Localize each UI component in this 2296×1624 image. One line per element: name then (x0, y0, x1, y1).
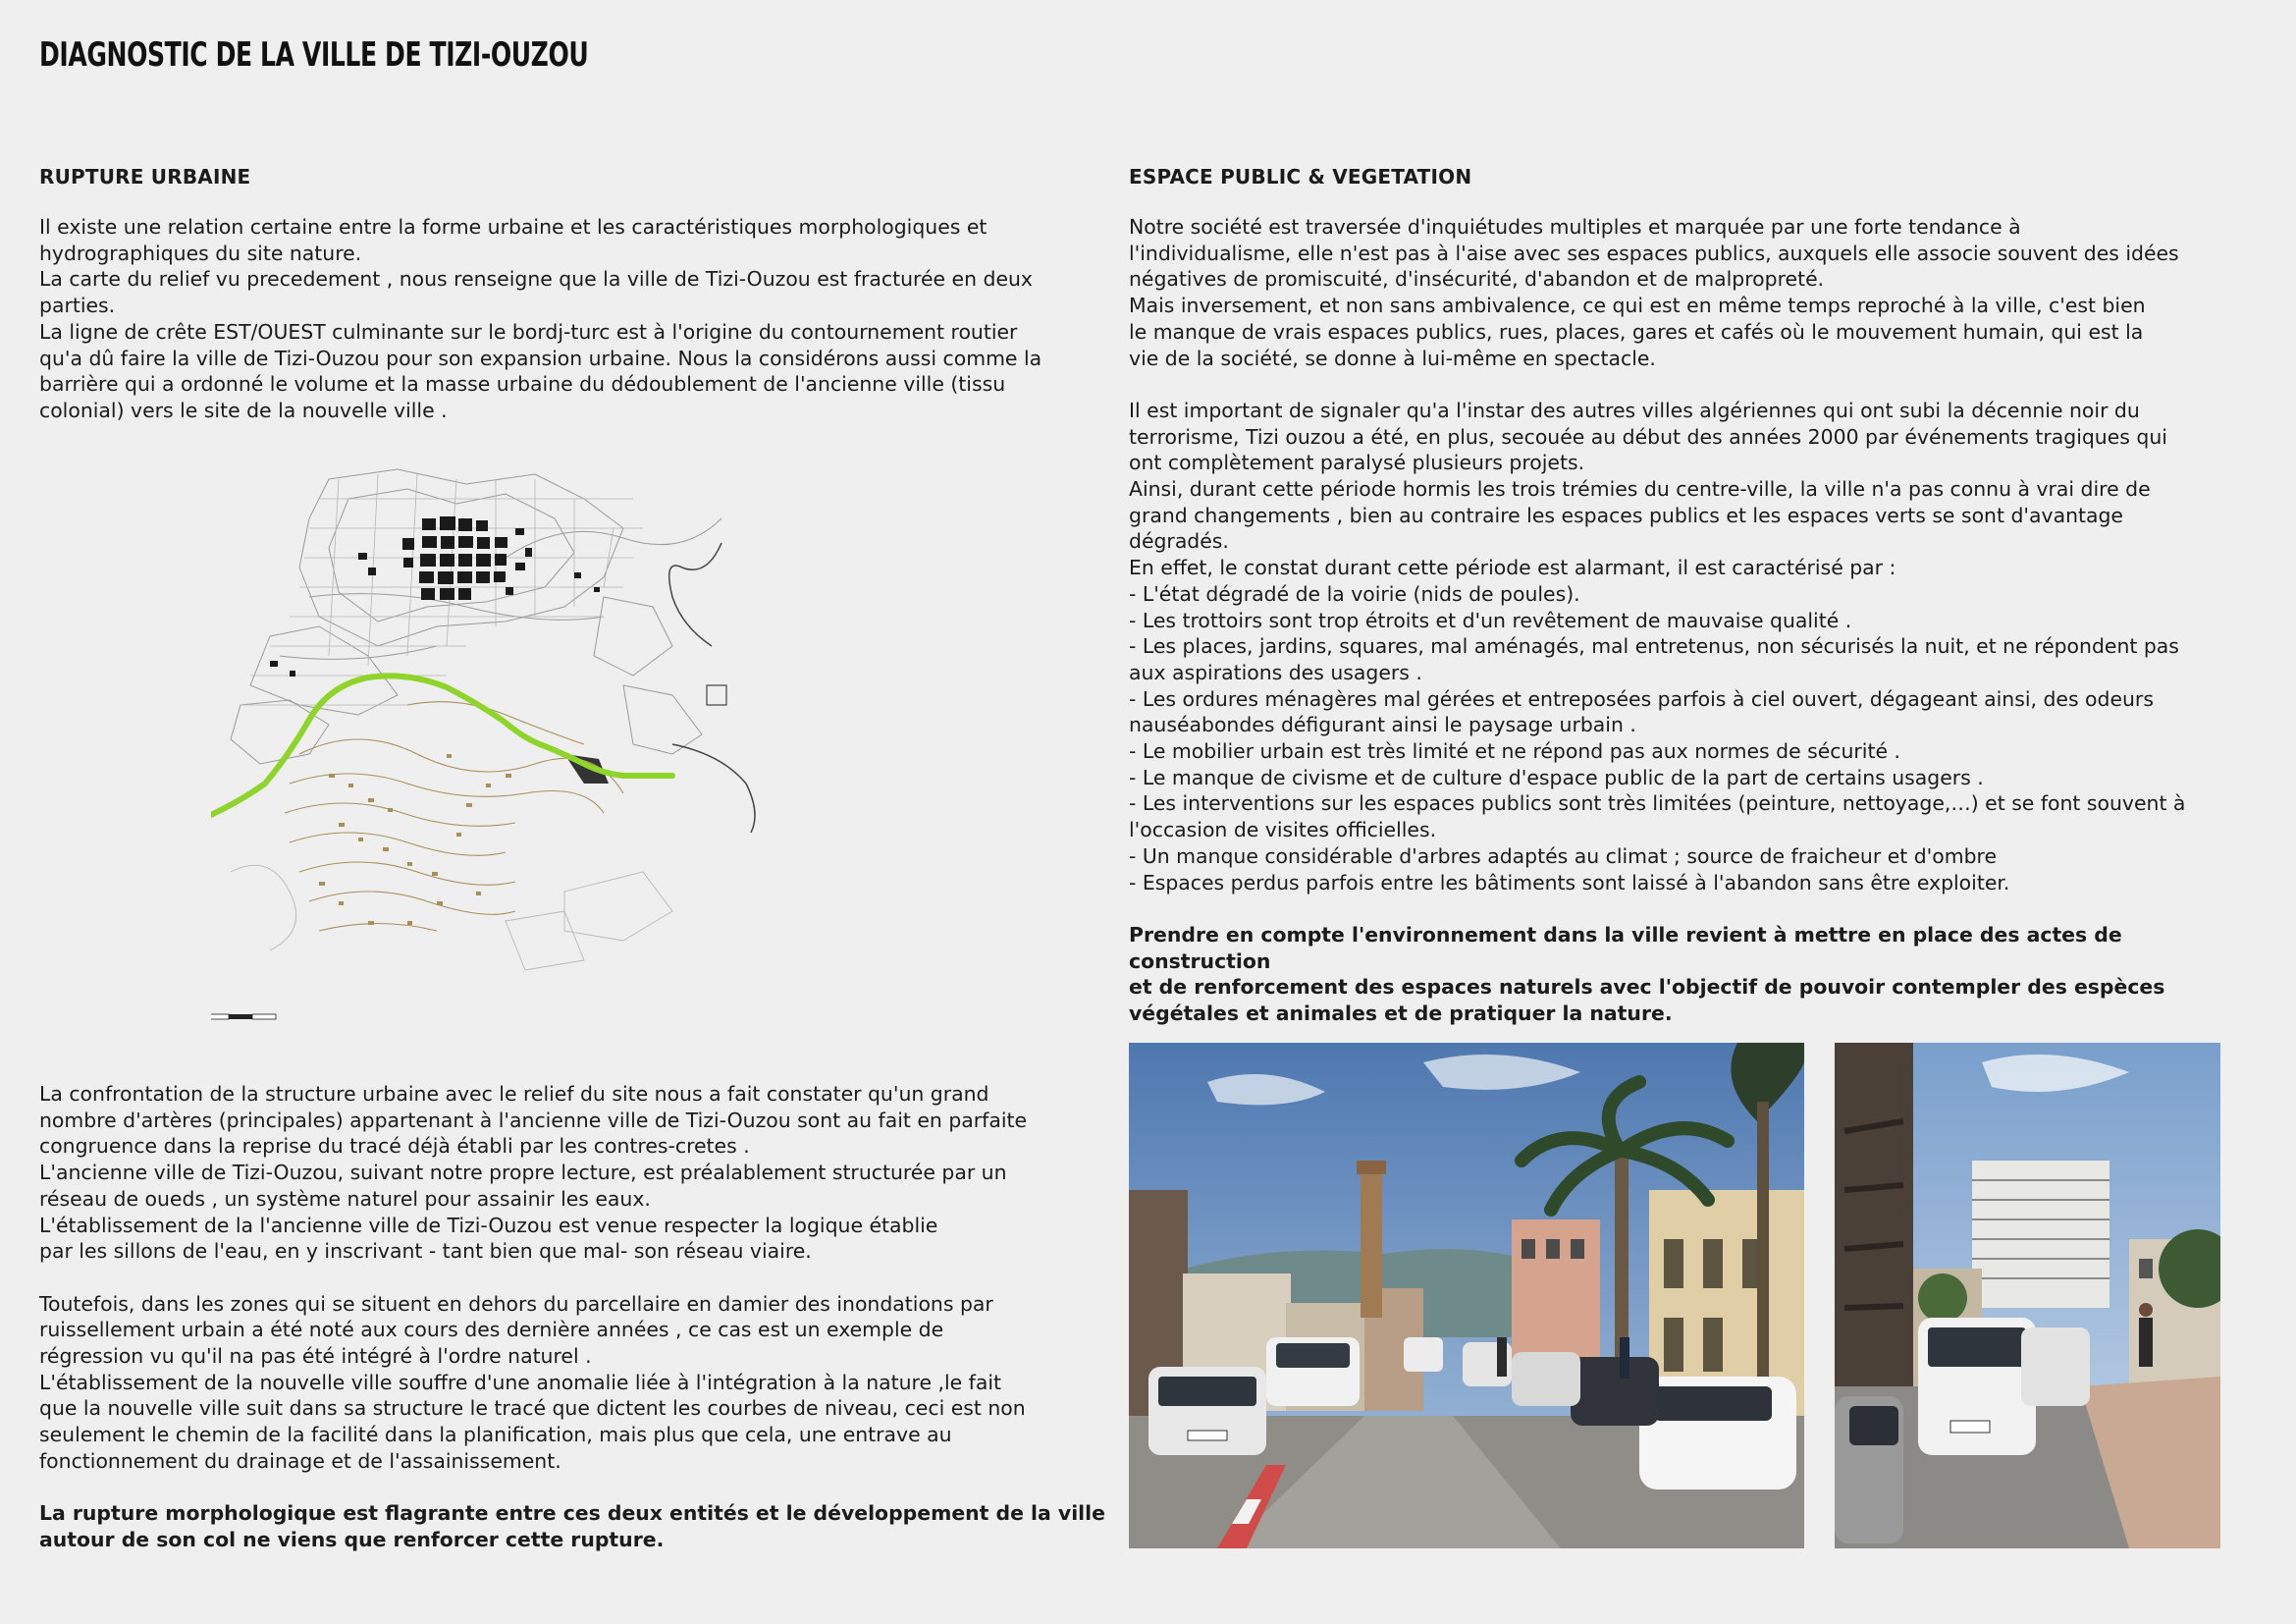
espace-conclusion: Prendre en compte l'environnement dans la ville revient à mettre en place des actes de construction et de renforcement des espaces naturels avec l'objectif de pouvoir contempler des espèces végétales et animales et de pratiquer la nature. (1129, 922, 2165, 1026)
left-column (39, 165, 1099, 450)
rupture-conclusion: La rupture morphologique est flagrante entre ces deux entités et le développement de la ville autour de son col ne viens que renforcer cette rupture. (39, 1501, 1105, 1551)
rupture-p2: Toutefois, dans les zones qui se situent en dehors du parcellaire en damier des inondations par ruissellement urbain a été noté aux cours des dernière années , ce cas est un exemple de régression vu qu'il na pas été intégré à l'ordre naturel . L'établissement de la nouvelle ville souffre d'une anomalie liée à l'intégration à la nature ,le fait que la nouvelle ville suit dans sa structure le tracé que dictent les courbes de niveau, ceci est non seulement le chemin de la facilité dans la planification, mais plus que cela, une entrave au fonctionnement du drainage et de l'assainissement. (39, 1291, 1026, 1473)
street-photo-2 (1835, 1043, 2220, 1548)
espace-p1: Notre société est traversée d'inquiétudes multiples et marquée par une forte tendance à l'individualisme, elle n'est pas à l'aise avec ses espaces publics, auxquels elle associe souvent des idées négatives de promiscuité, d'insécurité, d'abandon et de malpropreté. Mais inversement, et non sans ambivalence, ce qui est en même temps reproché à la ville, c'est bien le manque de vrais espaces publics, rues, places, gares et cafés où le mouvement humain, qui est la vie de la société, se donne à lui-même en spectacle. (1129, 215, 2179, 370)
right-column (1129, 165, 2228, 1053)
rupture-intro: Il existe une relation certaine entre la forme urbaine et les caractéristiques morphologiques et hydrographiques du site nature. La carte du relief vu precedement , nous renseigne que la ville de Tizi-Ouzou est fracturée en deux parties. La ligne de crête EST/OUEST culminante sur le bordj-turc est à l'origine du contournement routier qu'a dû faire la ville de Tizi-Ouzou pour son expansion urbaine. Nous la considérons aussi comme la barrière qui a ordonné le volume et la masse urbaine du dédoublement de l'ancienne ville (tissu colonial) vers le site de la nouvelle ville . (39, 215, 1042, 422)
page-title: DIAGNOSTIC DE LA VILLE DE TIZI-OUZOU (39, 35, 589, 75)
city-map (211, 460, 849, 1039)
espace-p2: Il est important de signaler qu'a l'instar des autres villes algériennes qui ont subi la décennie noir du terrorisme, Tizi ouzou a été, en plus, secouée au début des années 2000 par événements tragiques qui ont complètement paralysé plusieurs projets. Ainsi, durant cette période hormis les trois trémies du centre-ville, la ville n'a pas connu à vrai dire de grand changements , bien au contraire les espaces publics et les espaces verts se sont d'avantage dégradés. En effet, le constat durant cette période est alarmant, il est caractérisé par : - L'état dégradé de la voirie (nids de poules). - Les trottoirs sont trop étroits et d'un revêtement de mauvaise qualité . - Les places, jardins, squares, mal aménagés, mal entretenus, non sécurisés la nuit, et ne répondent pas aux aspirations des usagers . - Les ordures ménagères mal gérées et entreposées parfois à ciel ouvert, dégageant ainsi, des odeurs nauséabondes défigurant ainsi le paysage urbain . - Le mobilier urbain est très limité et ne répond pas aux normes de sécurité . - Le manque de civisme et de culture d'espace public de la part de certains usagers . - Les interventions sur les espaces publics sont très limitées (peinture, nettoyage,…) et se font souvent à l'occasion de visites officielles. - Un manque considérable d'arbres adaptés au climat ; source de fraicheur et d'ombre - Espaces perdus parfois entre les bâtiments sont laissé à l'abandon sans être exploiter. (1129, 398, 2186, 894)
city-map-svg (211, 460, 849, 1039)
espace-heading: ESPACE PUBLIC & VEGETATION (1129, 165, 1472, 189)
rupture-heading: RUPTURE URBAINE (39, 165, 251, 189)
street-photo-1 (1129, 1043, 1804, 1548)
rupture-p1: La confrontation de la structure urbaine avec le relief du site nous a fait constater qu'un grand nombre d'artères (principales) appartenant à l'ancienne ville de Tizi-Ouzou sont au fait en parfaite congruence dans la reprise du tracé déjà établi par les contres-cretes . L'ancienne ville de Tizi-Ouzou, suivant notre propre lecture, est préalablement structurée par un réseau de oueds , un système naturel pour assainir les eaux. L'établissement de la l'ancienne ville de Tizi-Ouzou est venue respecter la logique établie par les sillons de l'eau, en y inscrivant - tant bien que mal- son réseau viaire. (39, 1082, 1028, 1264)
left-lower-text (39, 1081, 1109, 1579)
